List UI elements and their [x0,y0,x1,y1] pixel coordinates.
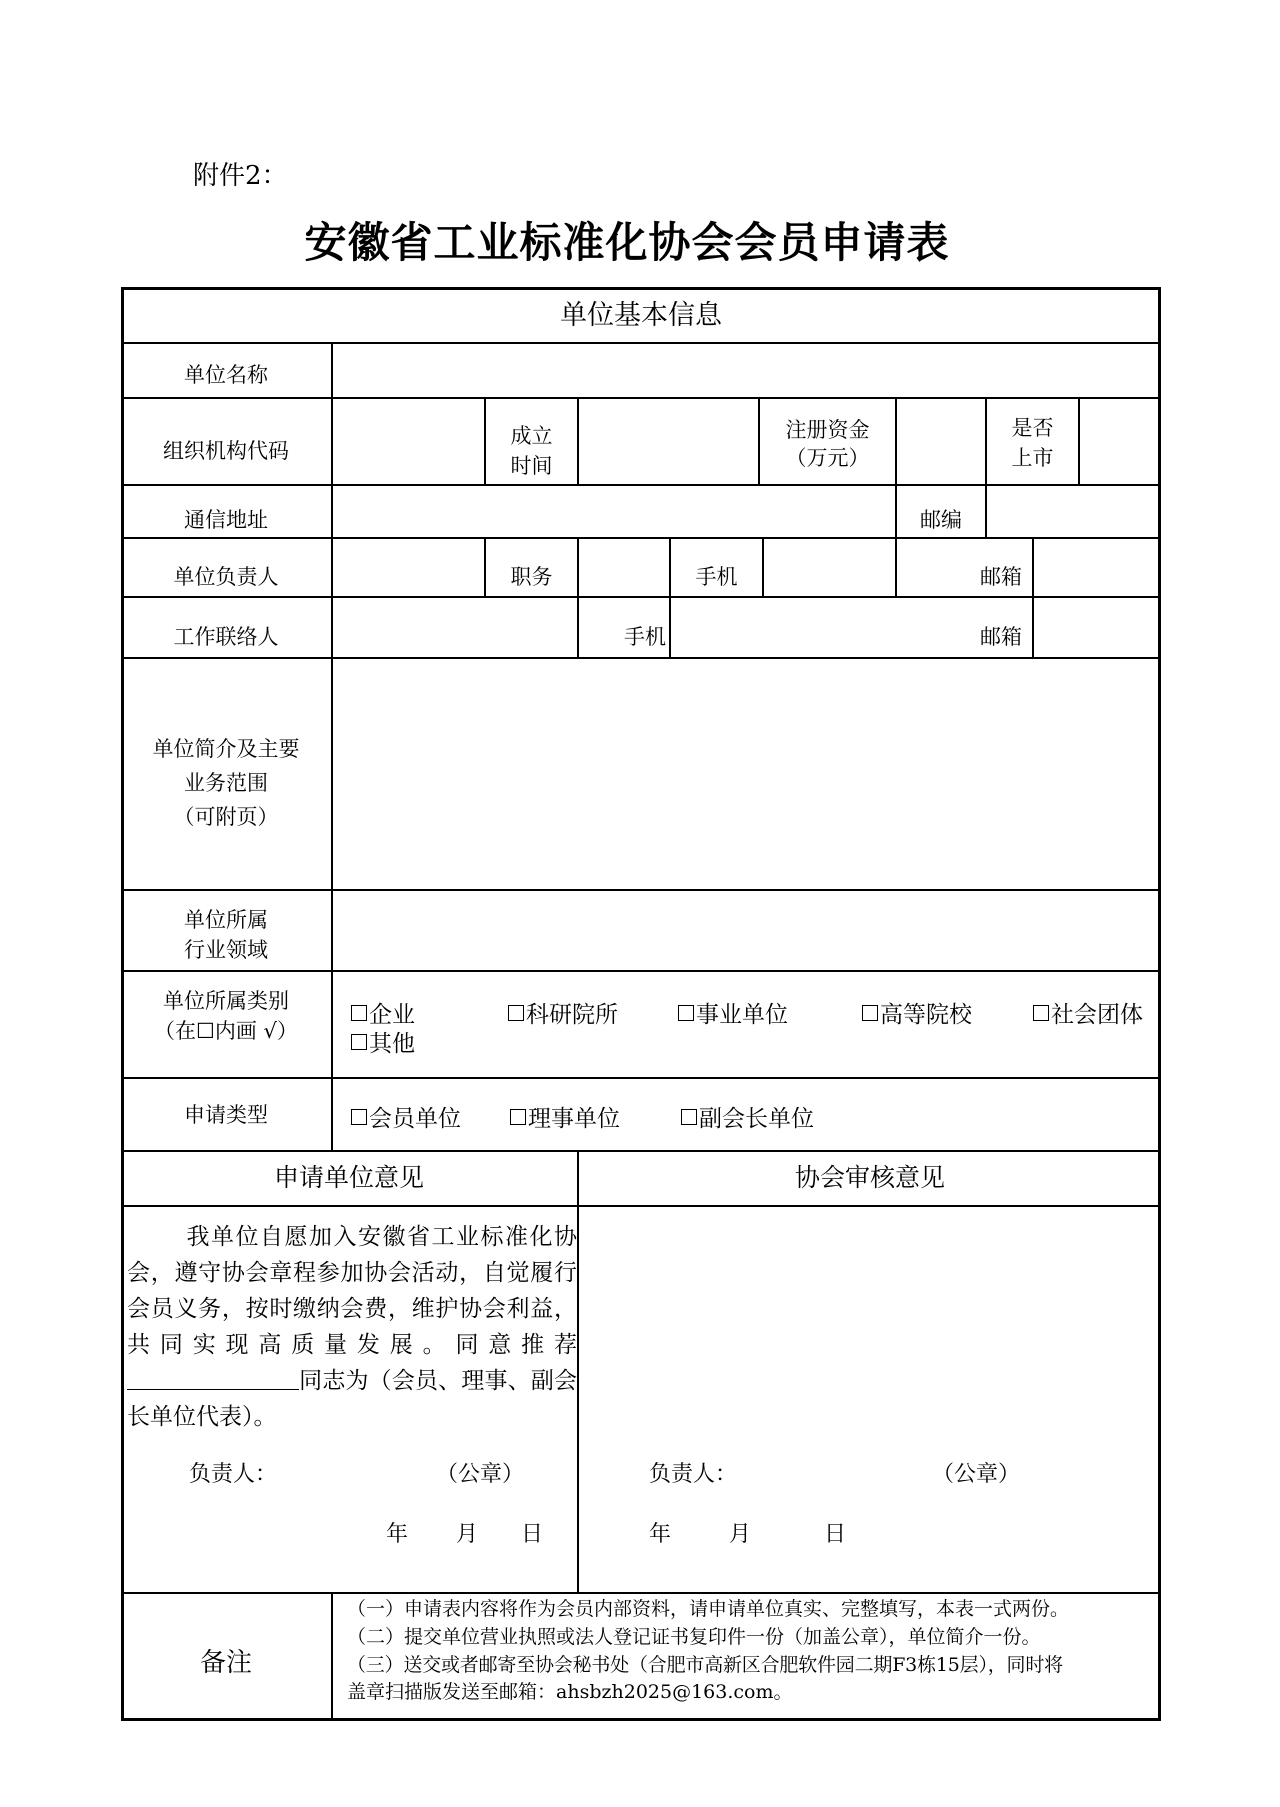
capital-label-line1: 注册资金 [785,418,870,442]
checkbox-icon [508,1005,524,1021]
row-divider [121,537,1161,539]
section-basic-info: 单位基本信息 [560,300,722,331]
postcode-label: 邮编 [920,508,962,532]
column-divider [1078,397,1080,484]
intro-label-line1: 单位简介及主要 [152,737,300,761]
capital-label-line2: （万元） [785,446,870,470]
column-divider [1032,537,1034,657]
row-divider [121,1150,1161,1152]
checkbox-icon [1033,1005,1049,1021]
checkbox-icon [351,1109,367,1125]
mobile-label: 手机 [695,565,738,589]
checkbox-icon [510,1109,526,1125]
checkbox-icon [862,1005,878,1021]
industry-label-line1: 单位所属 [184,908,268,932]
applicant-statement: 我单位自愿加入安徽省工业标准化协会，遵守协会章程参加协会活动，自觉履行会员义务，按时缴纳会费，维护协会利益，共同实现高质量发展。同意推荐同志为（会员、理事、副会长单位代表）。 [127,1224,577,1430]
checkbox-icon [351,1034,367,1050]
checkbox-icon [351,1005,367,1021]
org-code-label: 组织机构代码 [163,439,289,463]
email-label: 邮箱 [980,565,1022,589]
applicant-month-label: 月 [456,1522,479,1547]
row-divider [121,342,1161,344]
association-day-label: 日 [824,1522,847,1547]
row-divider [121,1592,1161,1594]
founded-label-line1: 成立 [510,424,553,448]
remark-line-4: 盖章扫描版发送至邮箱：ahsbzh2025@163.com。 [347,1681,793,1703]
apply-type-label: 申请类型 [184,1103,268,1127]
remark-line-2: （二）提交单位营业执照或法人登记证书复印件一份（加盖公章），单位简介一份。 [347,1626,1041,1648]
remarks-label: 备注 [199,1648,252,1678]
applicant-day-label: 日 [521,1522,544,1547]
option-vice-president-unit[interactable]: 副会长单位 [681,1100,814,1133]
listed-label-line1: 是否 [1011,416,1054,440]
head-label: 单位负责人 [173,565,279,589]
column-divider [762,537,764,596]
option-university[interactable]: 高等院校 [862,996,972,1029]
unit-name-label: 单位名称 [184,363,268,387]
row-divider [121,397,1161,399]
remark-line-3: （三）送交或者邮寄至协会秘书处（合肥市高新区合肥软件园二期F3栋15层），同时将 [347,1654,1063,1676]
industry-label-line2: 行业领域 [184,938,268,962]
checkbox-icon [678,1005,694,1021]
label-column-divider [331,342,333,1150]
column-divider [577,397,579,484]
applicant-year-label: 年 [386,1522,409,1547]
position-label: 职务 [510,565,553,589]
option-other[interactable]: 其他 [351,1025,415,1058]
option-social-organization[interactable]: 社会团体 [1033,996,1143,1029]
intro-label-line2: 业务范围 [184,771,268,795]
row-divider [121,889,1161,891]
association-responsible-label: 负责人： [649,1462,738,1487]
checkbox-icon [681,1109,697,1125]
label-column-divider [331,1592,333,1721]
row-divider [121,657,1161,659]
row-divider [121,484,1161,486]
option-enterprise[interactable]: 企业 [351,996,415,1029]
option-public-institution[interactable]: 事业单位 [678,996,788,1029]
category-label-line2: （在☐内画 √） [154,1019,298,1043]
attachment-label: 附件2： [193,161,288,191]
recommended-person-blank[interactable] [127,1367,299,1390]
association-month-label: 月 [729,1522,752,1547]
address-label: 通信地址 [184,508,268,532]
row-divider [121,1077,1161,1079]
association-seal-label: （公章） [932,1462,1021,1487]
remark-line-1: （一）申请表内容将作为会员内部资料，请申请单位真实、完整填写，本表一式两份。 [347,1598,1070,1620]
option-research-institute[interactable]: 科研院所 [508,996,618,1029]
category-label-line1: 单位所属类别 [163,989,289,1013]
option-member-unit[interactable]: 会员单位 [351,1100,461,1133]
association-year-label: 年 [649,1522,672,1547]
listed-label-line2: 上市 [1011,446,1054,470]
column-divider [669,537,671,657]
mobile2-label: 手机 [624,625,666,649]
applicant-responsible-label: 负责人： [189,1462,278,1487]
founded-label-line2: 时间 [510,454,553,478]
applicant-seal-label: （公章） [436,1462,525,1487]
applicant-opinion-header: 申请单位意见 [273,1163,424,1192]
email2-label: 邮箱 [980,625,1022,649]
row-divider [121,596,1161,598]
opinion-column-divider [577,1150,579,1592]
option-director-unit[interactable]: 理事单位 [510,1100,620,1133]
intro-label-line3: （可附页） [173,805,279,829]
contact-label: 工作联络人 [173,625,279,649]
row-divider [121,970,1161,972]
association-opinion-header: 协会审核意见 [794,1163,945,1192]
row-divider [121,1205,1161,1207]
form-title: 安徽省工业标准化协会会员申请表 [304,218,950,267]
